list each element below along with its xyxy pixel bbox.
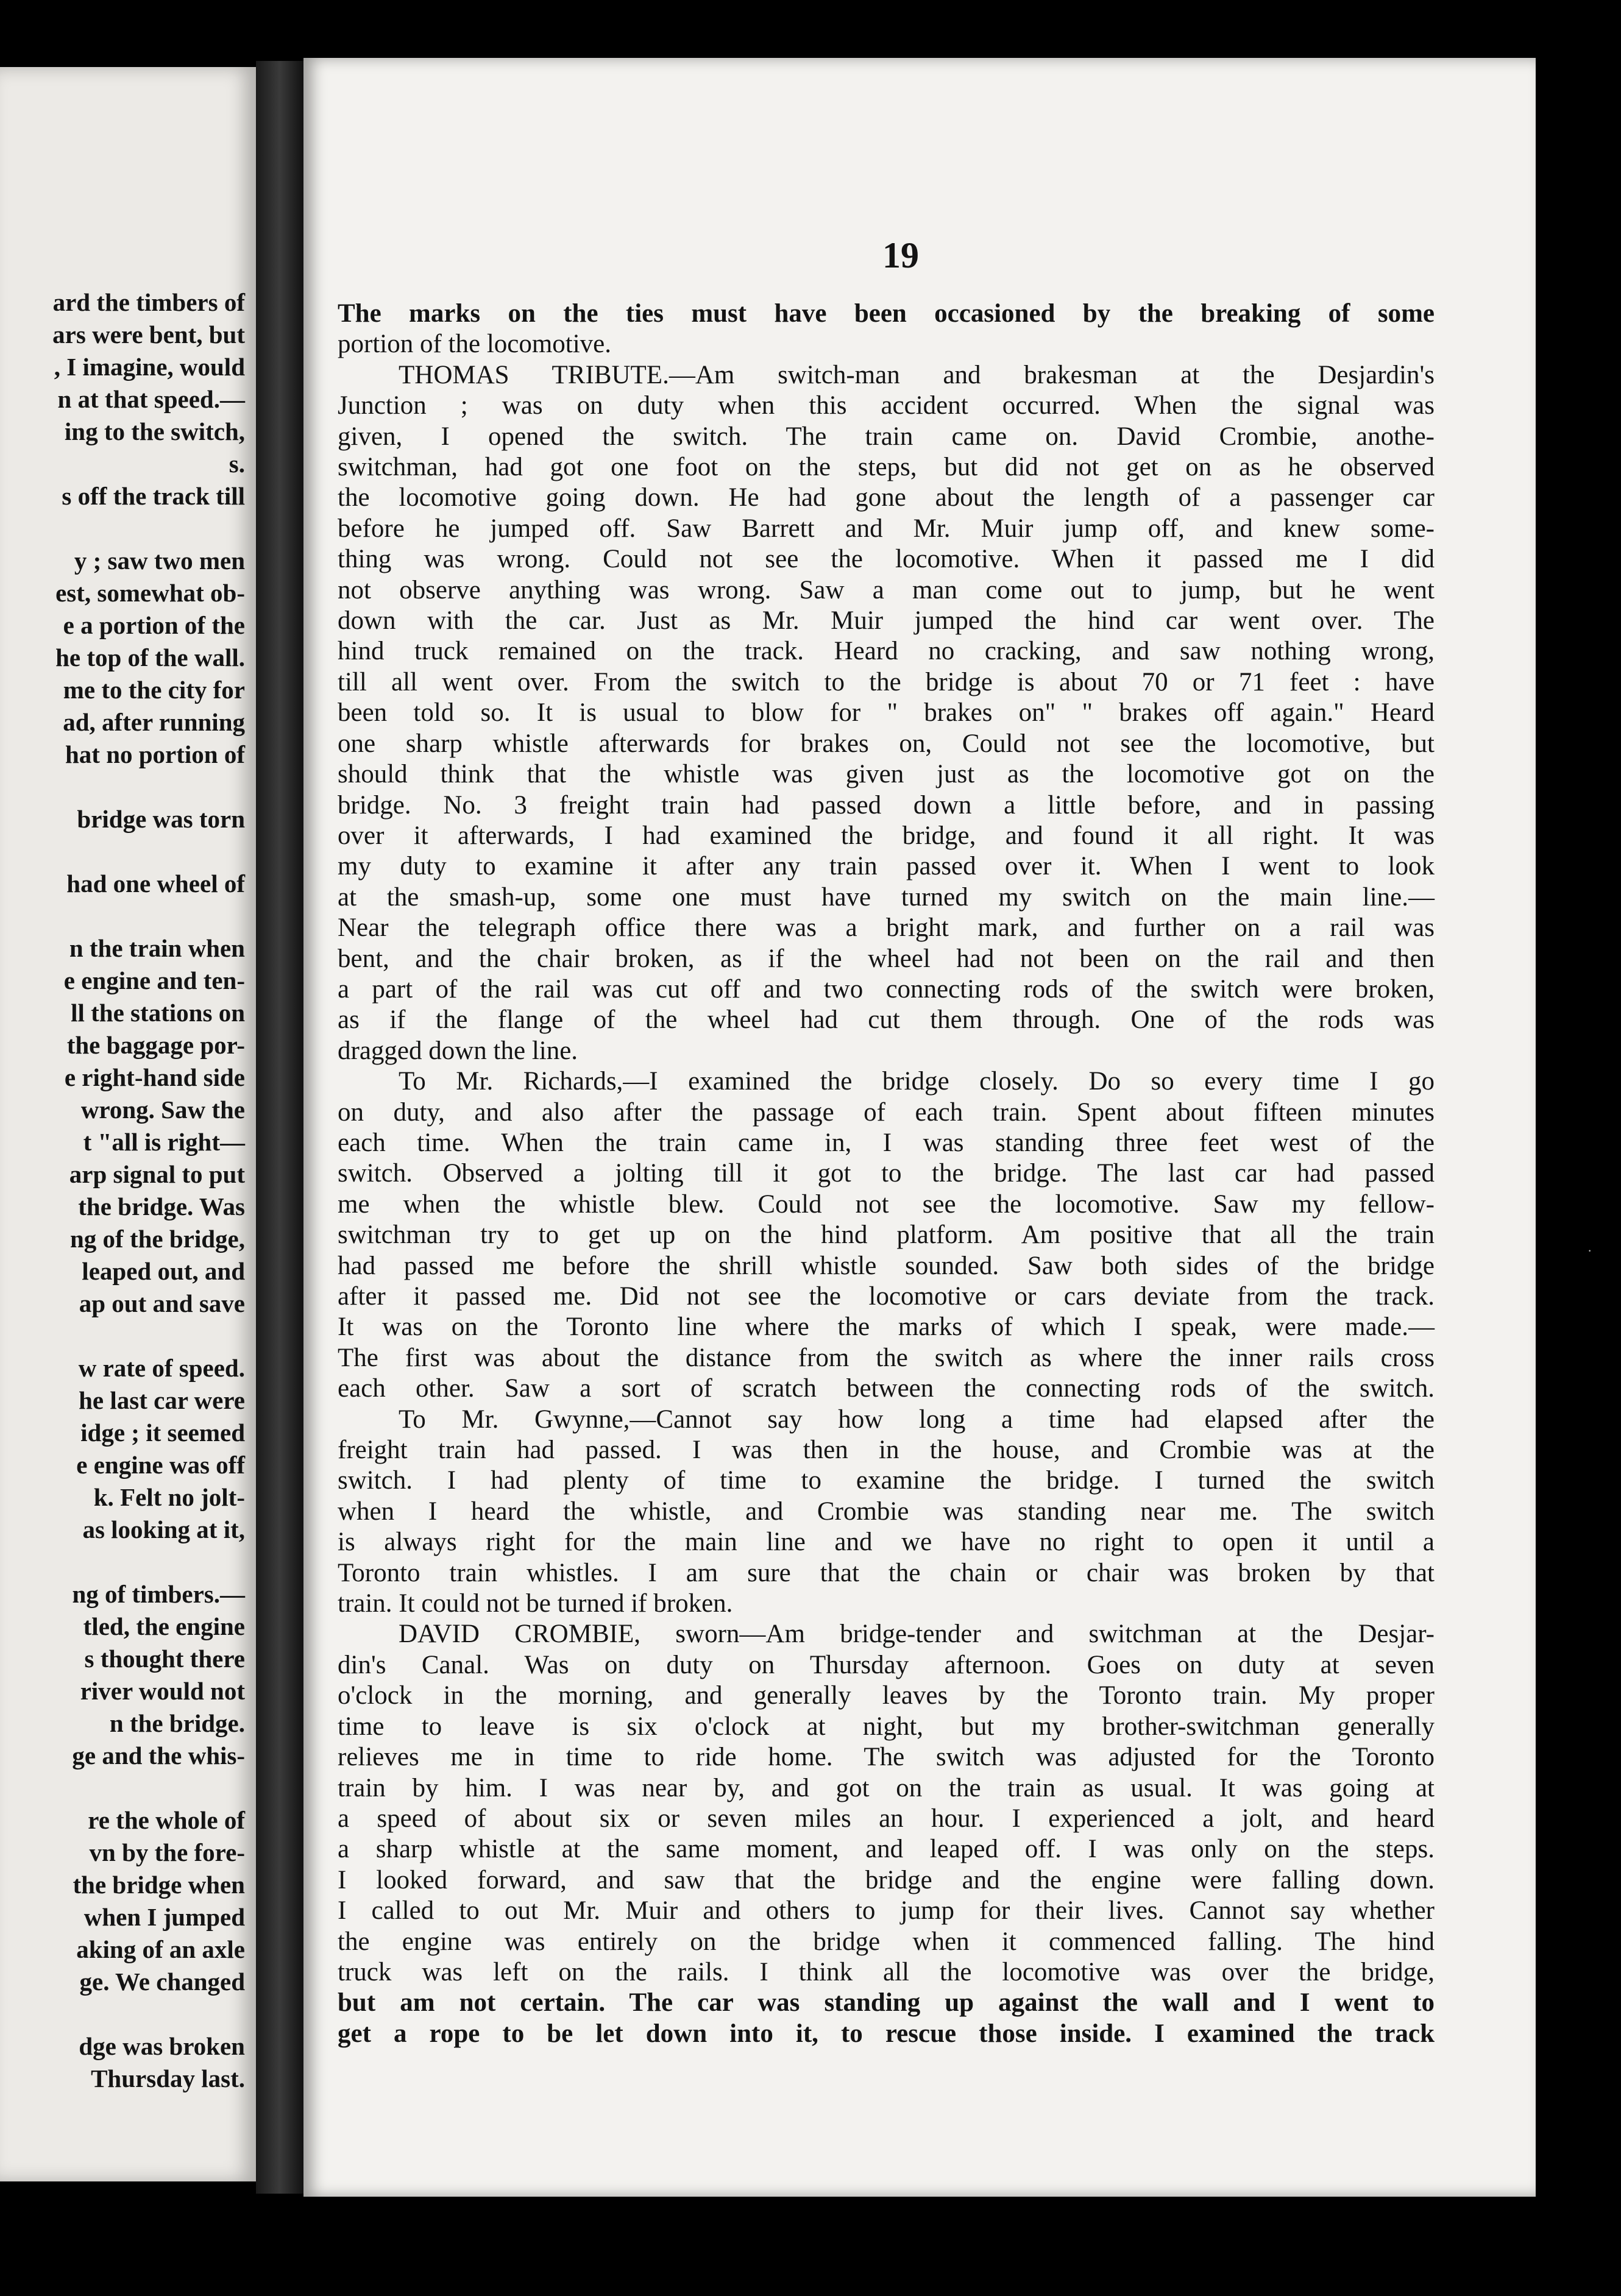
scan-speck: · bbox=[1587, 1243, 1592, 1258]
text-line: The marks on the ties must have been occasioned by the breaking of some bbox=[338, 299, 1435, 328]
text-line: over it afterwards, I had examined the bridge, and found it all right. It was bbox=[338, 821, 1435, 850]
left-page-line bbox=[0, 1546, 245, 1578]
text-line: switch. I had plenty of time to examine the bridge. I turned the switch bbox=[338, 1466, 1435, 1495]
left-page-line: me to the city for bbox=[63, 676, 245, 704]
text-line: before he jumped off. Saw Barrett and Mr. Muir jump off, and knew some- bbox=[338, 514, 1435, 543]
left-page-line bbox=[0, 1998, 245, 2030]
text-line: switchman, had got one foot on the steps, but did not get on as he observed bbox=[338, 453, 1435, 482]
text-line: Near the telegraph office there was a bright mark, and further on a rail was bbox=[338, 913, 1435, 943]
text-line: THOMAS TRIBUTE.—Am switch-man and brakesman at the Desjardin's bbox=[399, 360, 1435, 389]
left-page-line: the bridge. Was bbox=[78, 1192, 245, 1221]
text-line: a sharp whistle at the same moment, and leaped off. I was only on the steps. bbox=[338, 1835, 1435, 1864]
text-line: To Mr. Gwynne,—Cannot say how long a time had elapsed after the bbox=[399, 1405, 1435, 1434]
left-page-line: ing to the switch, bbox=[64, 417, 245, 445]
left-page-line bbox=[0, 1320, 245, 1352]
left-page-line: k. Felt no jolt- bbox=[93, 1483, 245, 1511]
left-page-line: e engine and ten- bbox=[63, 966, 245, 994]
text-line: I looked forward, and saw that the bridge and the engine were falling down. bbox=[338, 1865, 1435, 1894]
text-line: switch. Observed a jolting till it got to the bridge. The last car had passed bbox=[338, 1159, 1435, 1188]
text-line: my duty to examine it after any train passed over it. When I went to look bbox=[338, 852, 1435, 881]
left-page-line: n at that speed.— bbox=[57, 385, 245, 413]
left-page-line: , I imagine, would bbox=[54, 353, 245, 381]
left-page-line: aking of an axle bbox=[76, 1935, 245, 1963]
text-line: one sharp whistle afterwards for brakes on, Could not see the locomotive, but bbox=[338, 729, 1435, 758]
text-line: when I heard the whistle, and Crombie was standing near me. The switch bbox=[338, 1497, 1435, 1526]
left-page-line: est, somewhat ob- bbox=[55, 579, 245, 607]
left-page-line: n the bridge. bbox=[109, 1709, 245, 1737]
left-page-line: idge ; it seemed bbox=[80, 1419, 245, 1447]
left-page-line: river would not bbox=[80, 1677, 245, 1705]
right-page bbox=[303, 58, 1536, 2197]
text-line: the locomotive going down. He had gone about the length of a passenger car bbox=[338, 483, 1435, 512]
left-page-line: re the whole of bbox=[88, 1806, 245, 1834]
left-page-line: tled, the engine bbox=[83, 1612, 245, 1640]
left-page-line: e a portion of the bbox=[63, 611, 245, 639]
text-line: truck was left on the rails. I think all the locomotive was over the bridge, bbox=[338, 1957, 1435, 1986]
left-page-line: s. bbox=[229, 450, 245, 478]
left-page-line: ng of the bridge, bbox=[70, 1225, 245, 1253]
text-line: at the smash-up, some one must have turned my switch on the main line.— bbox=[338, 882, 1435, 912]
left-page-line: Thursday last. bbox=[91, 2064, 245, 2092]
left-page-line: ars were bent, but bbox=[52, 321, 245, 349]
text-line: each other. Saw a sort of scratch between the connecting rods of the switch. bbox=[338, 1374, 1435, 1403]
left-page-line: arp signal to put bbox=[69, 1160, 245, 1188]
text-line: but am not certain. The car was standing up against the wall and I went to bbox=[338, 1988, 1435, 2018]
left-page-line: y ; saw two men bbox=[74, 547, 245, 575]
left-page-line: wrong. Saw the bbox=[80, 1096, 245, 1124]
left-page-line: vn by the fore- bbox=[89, 1838, 245, 1866]
left-page-line: ard the timbers of bbox=[52, 288, 245, 316]
text-line: as if the flange of the wheel had cut them through. One of the rods was bbox=[338, 1005, 1435, 1035]
left-page-line: hat no portion of bbox=[65, 740, 245, 768]
left-page-line: bridge was torn bbox=[77, 805, 245, 833]
text-line: train by him. I was near by, and got on the train as usual. It was going at bbox=[338, 1773, 1435, 1802]
text-line: the engine was entirely on the bridge when it commenced falling. The hind bbox=[338, 1927, 1435, 1956]
body-text bbox=[338, 299, 1435, 2049]
text-line: me when the whistle blew. Could not see the locomotive. Saw my fellow- bbox=[338, 1189, 1435, 1219]
left-page-line: w rate of speed. bbox=[78, 1354, 245, 1382]
text-line: given, I opened the switch. The train came on. David Crombie, anothe- bbox=[338, 422, 1435, 451]
left-page-line: ge. We changed bbox=[79, 1968, 245, 1996]
text-line: It was on the Toronto line where the marks of which I speak, were made.— bbox=[338, 1313, 1435, 1342]
text-line: hind truck remained on the track. Heard no cracking, and saw nothing wrong, bbox=[338, 637, 1435, 666]
left-page-line: n the train when bbox=[69, 934, 245, 962]
left-page-line: the baggage por- bbox=[66, 1031, 245, 1059]
left-page-line: the bridge when bbox=[73, 1871, 245, 1899]
left-page-line: leaped out, and bbox=[82, 1257, 245, 1285]
left-page-line: t "all is right— bbox=[83, 1128, 245, 1156]
text-line: thing was wrong. Could not see the locomotive. When it passed me I did bbox=[338, 545, 1435, 574]
text-line: freight train had passed. I was then in the house, and Crombie was at the bbox=[338, 1436, 1435, 1465]
left-page-line: s thought there bbox=[84, 1645, 245, 1673]
text-line: bent, and the chair broken, as if the wheel had not been on the rail and then bbox=[338, 944, 1435, 973]
text-line: had passed me before the shrill whistle sounded. Saw both sides of the bridge bbox=[338, 1251, 1435, 1280]
left-page-line: ng of timbers.— bbox=[72, 1580, 245, 1608]
text-line: not observe anything was wrong. Saw a man come out to jump, but he went bbox=[338, 575, 1435, 604]
text-line: a speed of about six or seven miles an hour. I experienced a jolt, and heard bbox=[338, 1804, 1435, 1833]
text-line: o'clock in the morning, and generally leaves by the Toronto train. My proper bbox=[338, 1681, 1435, 1710]
text-line: To Mr. Richards,—I examined the bridge closely. Do so every time I go bbox=[399, 1067, 1435, 1096]
text-line: DAVID CROMBIE, sworn—Am bridge-tender and switchman at the Desjar- bbox=[399, 1620, 1435, 1649]
left-page-line: ll the stations on bbox=[71, 999, 245, 1027]
text-line: switchman try to get up on the hind platform. Am positive that all the train bbox=[338, 1221, 1435, 1250]
left-page-line bbox=[0, 835, 245, 868]
left-page-line bbox=[0, 1772, 245, 1804]
text-line: relieves me in time to ride home. The switch was adjusted for the Toronto bbox=[338, 1743, 1435, 1772]
text-line: I called to out Mr. Muir and others to jump for their lives. Cannot say whether bbox=[338, 1896, 1435, 1926]
text-line: portion of the locomotive. bbox=[338, 330, 612, 359]
text-line: train. It could not be turned if broken. bbox=[338, 1589, 733, 1618]
left-page-line: e engine was off bbox=[76, 1451, 245, 1479]
left-page-text bbox=[0, 286, 245, 2095]
left-page-line: when I jumped bbox=[83, 1903, 245, 1931]
left-page-line: as looking at it, bbox=[82, 1515, 245, 1543]
left-page-line bbox=[0, 900, 245, 932]
left-page-line bbox=[0, 771, 245, 803]
text-line: a part of the rail was cut off and two connecting rods of the switch were broken, bbox=[338, 974, 1435, 1004]
text-line: each time. When the train came in, I was standing three feet west of the bbox=[338, 1128, 1435, 1157]
left-page-line: ap out and save bbox=[79, 1289, 245, 1317]
text-line: should think that the whistle was given just as the locomotive got on the bbox=[338, 760, 1435, 789]
text-line: Junction ; was on duty when this accident occurred. When the signal was bbox=[338, 391, 1435, 420]
text-line: din's Canal. Was on duty on Thursday afternoon. Goes on duty at seven bbox=[338, 1650, 1435, 1679]
left-page-line: he top of the wall. bbox=[55, 643, 245, 671]
text-line: after it passed me. Did not see the locomotive or cars deviate from the track. bbox=[338, 1282, 1435, 1311]
left-page-line: ge and the whis- bbox=[72, 1741, 245, 1770]
left-facing-page bbox=[0, 67, 256, 2181]
left-page-line: ad, after running bbox=[63, 708, 245, 736]
left-page-line: dge was broken bbox=[79, 2032, 245, 2060]
left-page-line: e right-hand side bbox=[64, 1063, 245, 1091]
text-line: Toronto train whistles. I am sure that the chain or chair was broken by that bbox=[338, 1558, 1435, 1587]
left-page-line bbox=[0, 512, 245, 545]
text-line: bridge. No. 3 freight train had passed down a little before, and in passing bbox=[338, 790, 1435, 820]
text-line: till all went over. From the switch to the bridge is about 70 or 71 feet : have bbox=[338, 667, 1435, 696]
text-line: dragged down the line. bbox=[338, 1036, 578, 1065]
left-page-line: he last car were bbox=[79, 1386, 245, 1414]
text-line: down with the car. Just as Mr. Muir jumped the hind car went over. The bbox=[338, 606, 1435, 636]
text-line: time to leave is six o'clock at night, but my brother-switchman generally bbox=[338, 1712, 1435, 1741]
page-number: 19 bbox=[882, 235, 919, 275]
text-line: been told so. It is usual to blow for " brakes on" " brakes off again." Heard bbox=[338, 698, 1435, 728]
text-line: on duty, and also after the passage of each train. Spent about fifteen minutes bbox=[338, 1097, 1435, 1127]
text-line: is always right for the main line and we have no right to open it until a bbox=[338, 1528, 1435, 1557]
text-line: get a rope to be let down into it, to rescue those inside. I examined the track bbox=[338, 2019, 1435, 2048]
text-line: The first was about the distance from the switch as where the inner rails cross bbox=[338, 1343, 1435, 1372]
left-page-line: had one wheel of bbox=[66, 870, 245, 898]
book-gutter bbox=[256, 61, 303, 2194]
left-page-line: s off the track till bbox=[62, 482, 245, 510]
